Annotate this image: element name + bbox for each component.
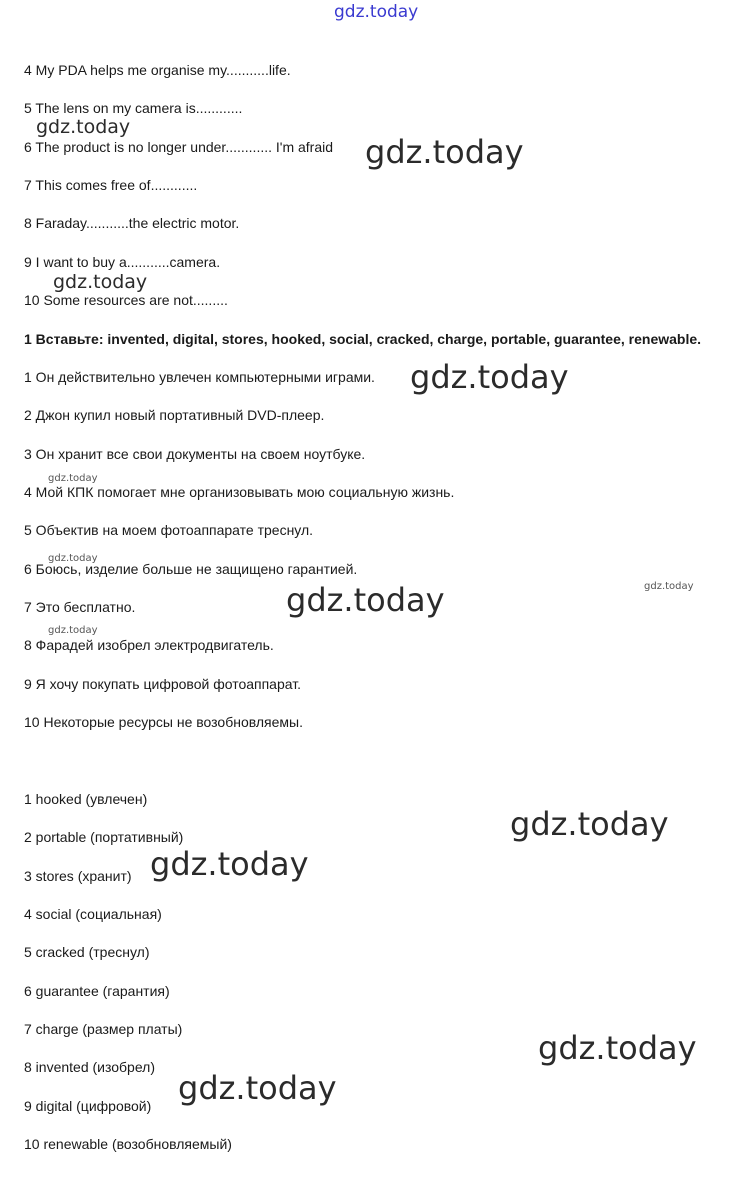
exercise-line-6: 6 The product is no longer under............ I'm afraid [24,139,334,155]
exercise-line-4: 4 My PDA helps me organise my...........life. [24,62,291,78]
exercise-line-8: 8 Faraday...........the electric motor. [24,215,240,231]
answer-line-3: 3 stores (хранит) [24,868,132,884]
answer-line-5: 5 cracked (треснул) [24,944,150,960]
exercise-line-5: 5 The lens on my camera is............ [24,100,243,116]
watermark: gdz.today [48,625,98,636]
watermark: gdz.today [510,805,669,843]
translation-line-8: 8 Фарадей изобрел электродвигатель. [24,637,274,653]
exercise-line-10: 10 Some resources are not......... [24,292,228,308]
answer-line-10: 10 renewable (возобновляемый) [24,1136,232,1152]
translation-line-3: 3 Он хранит все свои документы на своем ноутбуке. [24,446,366,462]
watermark: gdz.today [150,845,309,883]
translation-line-9: 9 Я хочу покупать цифровой фотоаппарат. [24,676,301,692]
watermark: gdz.today [48,553,98,564]
answer-line-9: 9 digital (цифровой) [24,1098,152,1114]
watermark-top: gdz.today [334,2,419,22]
answer-line-8: 8 invented (изобрел) [24,1059,155,1075]
answer-line-7: 7 charge (размер платы) [24,1021,183,1037]
watermark: gdz.today [644,581,694,592]
watermark: gdz.today [178,1069,337,1107]
exercise-line-7: 7 This comes free of............ [24,177,198,193]
translation-line-10: 10 Некоторые ресурсы не возобновляемы. [24,714,303,730]
translation-line-4: 4 Мой КПК помогает мне организовывать мою социальную жизнь. [24,484,455,500]
watermark: gdz.today [53,271,148,293]
answer-line-2: 2 portable (портативный) [24,829,184,845]
answer-line-6: 6 guarantee (гарантия) [24,983,170,999]
translation-line-1: 1 Он действительно увлечен компьютерными играми. [24,369,375,385]
watermark: gdz.today [36,116,131,138]
translation-line-6: 6 Боюсь, изделие больше не защищено гарантией. [24,561,358,577]
translation-line-7: 7 Это бесплатно. [24,599,136,615]
translation-line-2: 2 Джон купил новый портативный DVD-плеер. [24,407,325,423]
answer-line-4: 4 social (социальная) [24,906,162,922]
watermark: gdz.today [48,473,98,484]
answer-line-1: 1 hooked (увлечен) [24,791,148,807]
watermark: gdz.today [286,581,445,619]
task-heading: 1 Вставьте: invented, digital, stores, hooked, social, cracked, charge, portable, guarantee, renewable. [24,331,702,347]
watermark: gdz.today [410,358,569,396]
watermark: gdz.today [365,133,524,171]
watermark: gdz.today [538,1029,697,1067]
translation-line-5: 5 Объектив на моем фотоаппарате треснул. [24,522,314,538]
exercise-line-9: 9 I want to buy a...........camera. [24,254,221,270]
